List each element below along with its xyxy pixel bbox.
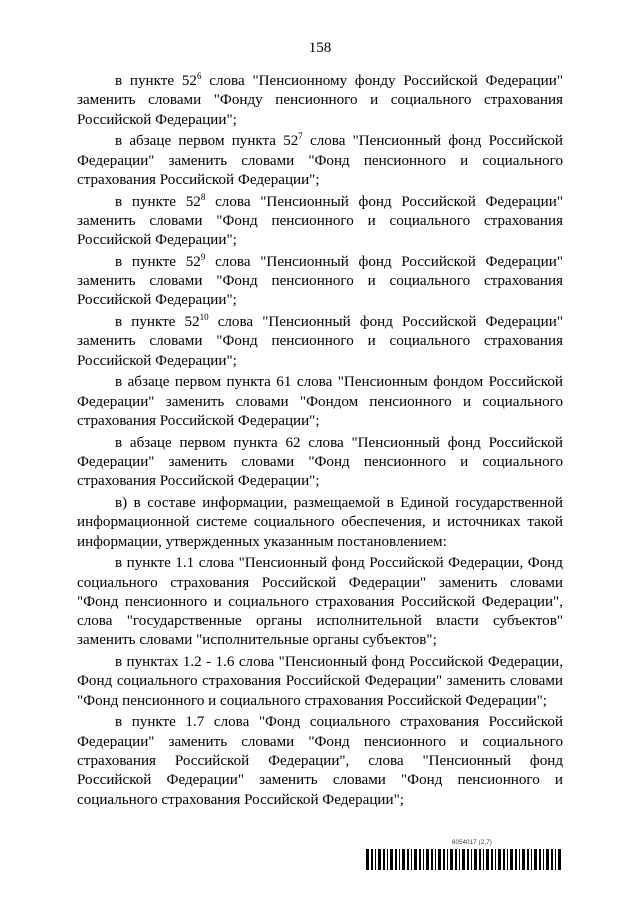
paragraph-text-continued: слова "Пенсионному фонду Российской Федерации" заменить словами "Фонду пенсионного и социального страхования Российской Федерации"; (77, 73, 563, 128)
paragraph-superscript: 7 (298, 131, 303, 142)
paragraph (77, 132, 563, 190)
barcode-bar (519, 849, 520, 870)
barcode-bar (423, 849, 424, 870)
barcode-bar (515, 849, 517, 870)
barcode-bar (375, 849, 376, 870)
barcode-bar (539, 849, 541, 870)
barcode-bar (534, 849, 537, 870)
paragraph-text: в пунктах 1.2 - 1.6 слова "Пенсионный фонд Российской Федерации, Фонд социального страхования Российской Федерации" заменить словами "Фонд пенсионного и социального страхования Российской Федерации"; (77, 654, 563, 709)
barcode-bar (443, 849, 445, 870)
page-number: 158 (308, 40, 332, 56)
barcode-bar (435, 849, 436, 870)
paragraph (77, 313, 563, 371)
paragraph (77, 653, 563, 711)
paragraph-superscript: 10 (199, 312, 209, 323)
barcode-bar (426, 849, 429, 870)
paragraph-text: в абзаце первом пункта 62 слова "Пенсионный фонд Российской Федерации" заменить словами "Фонд пенсионного и социального страхования Российской Федерации"; (77, 434, 563, 490)
barcode-bar (510, 849, 513, 870)
paragraph-text: в) в составе информации, размещаемой в Единой государственной информационной системе социального обеспечения, и источниках такой информации, утвержденных указанным постановлением: (77, 494, 563, 550)
barcode-bar (411, 849, 412, 870)
barcode-bar (522, 849, 525, 870)
paragraph (77, 193, 563, 251)
barcode-bar (366, 849, 369, 870)
paragraph (77, 434, 563, 492)
paragraph-text-continued: слова "Пенсионный фонд Российской Федерации" заменить словами "Фонд пенсионного и социального страхования Российской Федерации"; (77, 253, 563, 309)
barcode-bar (483, 849, 484, 870)
paragraph-text-continued: слова "Пенсионный фонд Российской Федерации" заменить словами "Фонд пенсионного и социального страхования Российской Федерации"; (77, 193, 563, 249)
barcode-bar (543, 849, 544, 870)
barcode-bar (503, 849, 505, 870)
paragraph-text: в пункте 1.7 слова "Фонд социального страхования Российской Федерации" заменить словами "Фонд пенсионного и социального страхования Российской Федерации", слова "Пенсионный фонд Российской Федерации" заменить словами "Фонд пенсионного и социального страхования Российской Федерации"; (77, 714, 563, 808)
document-code: 6054017 (2.7) (452, 840, 492, 846)
barcode-bar (479, 849, 481, 870)
barcode-bar (407, 849, 409, 870)
paragraph (77, 72, 563, 130)
paragraph-text: в пункте 52 (115, 193, 201, 210)
paragraph-superscript: 6 (196, 70, 202, 81)
barcode-bar (462, 849, 465, 870)
barcode-bar (531, 849, 532, 870)
barcode-bar (495, 849, 496, 870)
paragraph-text-continued: слова "Пенсионный фонд Российской Федерации" заменить словами "Фонд пенсионного и социального страхования Российской Федерации"; (77, 314, 563, 369)
barcode-icon (366, 849, 562, 870)
document-body (77, 72, 563, 812)
barcode-bar (390, 849, 393, 870)
barcode-bar (447, 849, 448, 870)
barcode-bar (371, 849, 373, 870)
paragraph (77, 373, 563, 431)
barcode-bar (498, 849, 501, 870)
paragraph-superscript: 9 (200, 251, 206, 262)
paragraph-text: в пункте 52 (115, 73, 197, 89)
barcode-bar (383, 849, 385, 870)
barcode-bar (507, 849, 508, 870)
barcode-bar (551, 849, 553, 870)
paragraph (77, 713, 563, 809)
barcode-bar (414, 849, 417, 870)
paragraph-text-continued: слова "Пенсионный фонд Российской Федерации" заменить словами "Фонд пенсионного и социального страхования Российской Федерации"; (77, 133, 563, 188)
barcode-bar (555, 849, 556, 870)
paragraph-superscript: 8 (200, 191, 206, 202)
barcode-bar (527, 849, 529, 870)
paragraph-text: в абзаце первом пункта 52 (115, 133, 299, 150)
barcode-bar (419, 849, 421, 870)
barcode-bar (546, 849, 549, 870)
paragraph-text: в пункте 52 (115, 253, 201, 270)
barcode-bar (438, 849, 441, 870)
barcode-bar (491, 849, 493, 870)
paragraph-text: в абзаце первом пункта 61 слова "Пенсионным фондом Российской Федерации" заменить словами "Фондом пенсионного и социального страхования Российской Федерации"; (77, 374, 563, 429)
barcode-bar (467, 849, 469, 870)
barcode-bar (486, 849, 489, 870)
barcode-bar (558, 849, 561, 870)
paragraph (77, 494, 563, 552)
barcode-bar (399, 849, 400, 870)
barcode-bar (387, 849, 388, 870)
paragraph-text: в пункте 52 (115, 314, 200, 331)
paragraph (77, 554, 563, 650)
barcode-bar (395, 849, 397, 870)
barcode-bar (471, 849, 472, 870)
paragraph-text: в пункте 1.1 слова "Пенсионный фонд Российской Федерации, Фонд социального страхования Российской Федерации" заменить словами "Фонд пенсионного и социального страхования Российской Федерации", слова "государственные органы исполнительной власти субъектов" заменить словами "исполнительные органы субъектов"; (77, 555, 563, 649)
barcode-bar (474, 849, 477, 870)
barcode-bar (455, 849, 457, 870)
barcode-bar (459, 849, 460, 870)
barcode-bar (402, 849, 405, 870)
barcode-bar (450, 849, 453, 870)
barcode-bar (431, 849, 433, 870)
barcode-bar (378, 849, 381, 870)
paragraph (77, 253, 563, 311)
